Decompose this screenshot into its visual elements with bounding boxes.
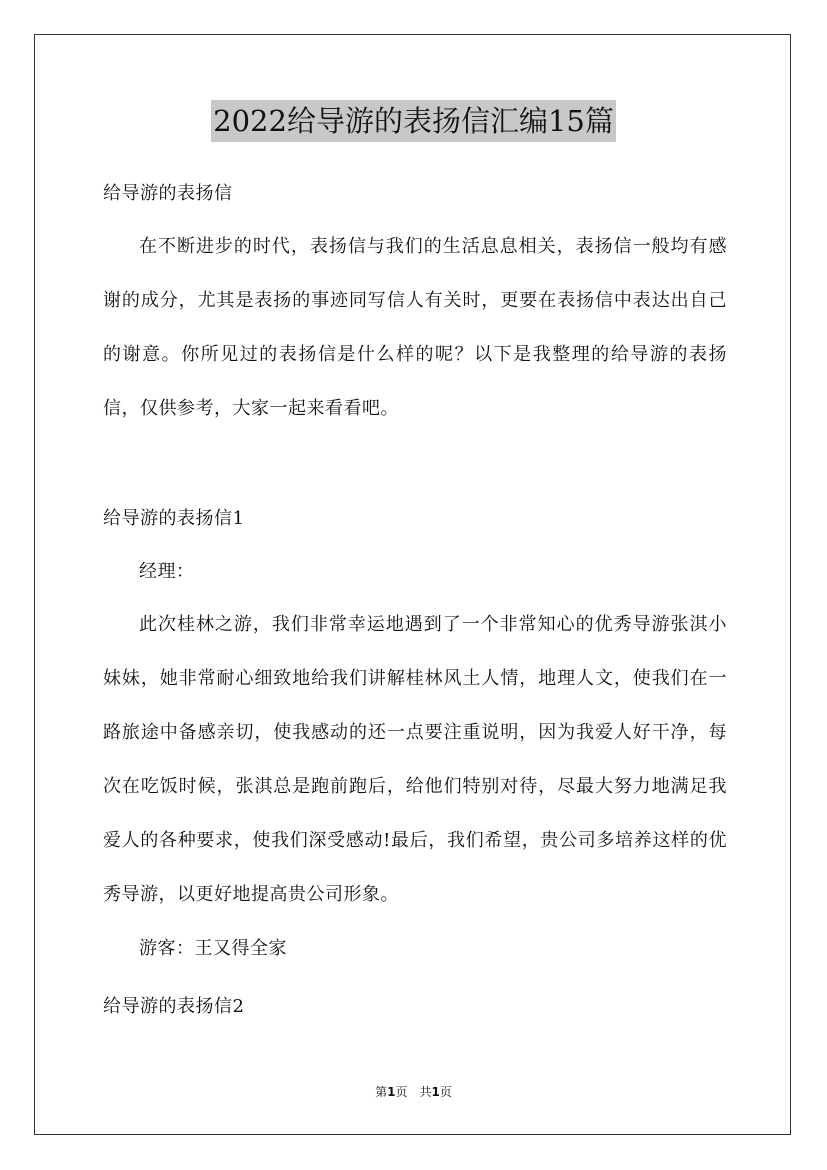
intro-paragraph: 在不断进步的时代，表扬信与我们的生活息息相关，表扬信一般均有感谢的成分，尤其是表扬的事迹同写信人有关时，更要在表扬信中表达出自己的谢意。你所见过的表扬信是什么样的呢？以下是我整理的给导游的表扬信，仅供参考，大家一起来看看吧。: [103, 236, 727, 419]
document-title-wrap: [0, 100, 827, 142]
document-title: 2022给导游的表扬信汇编15篇: [211, 100, 616, 142]
footer-page-prefix: 第: [375, 1085, 388, 1099]
footer-page-suffix: 页: [439, 1085, 452, 1099]
letter1-body: 此次桂林之游，我们非常幸运地遇到了一个非常知心的优秀导游张淇小妹妹，她非常耐心细致地给我们讲解桂林风土人情，地理人文，使我们在一路旅途中备感亲切，使我感动的还一点要注重说明，因为我爱人好干净，每次在吃饭时候，张淇总是跑前跑后，给他们特别对待，尽最大努力地满足我爱人的各种要求，使我们深受感动!最后，我们希望，贵公司多培养这样的优秀导游，以更好地提高贵公司形象。: [103, 614, 727, 905]
footer-page-total: 1: [431, 1085, 440, 1099]
footer-page-mid: 页 共: [395, 1085, 432, 1099]
letter1-salutation: 经理：: [139, 561, 195, 582]
page-footer: [0, 1083, 827, 1100]
letter2-heading: 给导游的表扬信2: [103, 996, 245, 1017]
footer-page-current: 1: [387, 1085, 396, 1099]
intro-heading: 给导游的表扬信: [103, 183, 233, 204]
letter1-heading: 给导游的表扬信1: [103, 508, 245, 529]
letter1-signature: 游客：王又得全家: [139, 938, 287, 959]
